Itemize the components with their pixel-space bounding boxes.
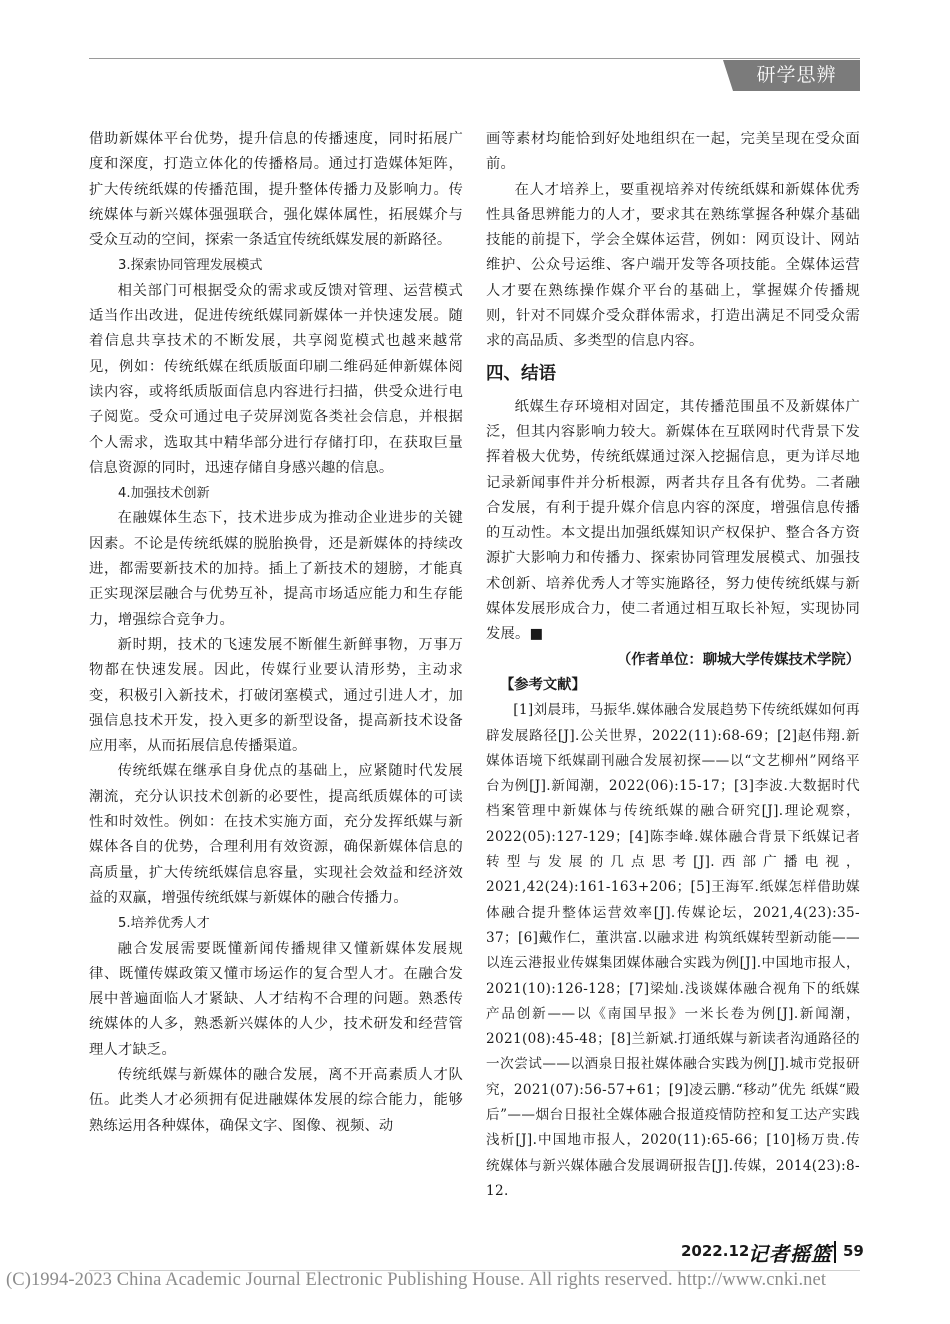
- subsection-heading: 5.培养优秀人才: [118, 916, 210, 932]
- header-rule: [89, 58, 860, 59]
- paragraph: 在融媒体生态下，技术进步成为推动企业进步的关键因素。不论是传统纸媒的脱胎换骨，还是新媒体的持续改进，都需要新技术的加持。插上了新技术的翅膀，才能真正实现深层融合与优势互补，提高市场适应能力和生存能力，增强综合竞争力。: [89, 510, 463, 628]
- end-mark: ■: [529, 626, 544, 643]
- left-column: [89, 127, 463, 1139]
- paragraph: 传统纸媒在继承自身优点的基础上，应紧随时代发展潮流，充分认识技术创新的必要性，提高纸质媒体的可读性和时效性。例如：在技术实施方面，充分发挥纸媒与新媒体各自的优势，合理利用有效资源，确保新媒体信息的高质量，扩大传统纸媒信息容量，实现社会效益和经济效益的双赢，增强传统纸媒与新媒体的融合传播力。: [89, 763, 463, 906]
- paragraph: 画等素材均能恰到好处地组织在一起，完美呈现在受众面前。: [486, 131, 860, 173]
- subsection-heading: 4.加强技术创新: [118, 486, 210, 502]
- issue-date: 2022.12: [681, 1242, 750, 1260]
- section-tab: 研学思辨: [733, 60, 860, 91]
- subsection-heading: 3.探索协同管理发展模式: [118, 258, 263, 274]
- page-number: 59: [843, 1242, 864, 1260]
- paragraph: 融合发展需要既懂新闻传播规律又懂新媒体发展规律、既懂传媒政策又懂市场运作的复合型人才。在融合发展中普遍面临人才紧缺、人才结构不合理的问题。熟悉传统媒体的人多，熟悉新兴媒体的人少，技术研发和经营管理人才缺乏。: [89, 940, 463, 1058]
- paragraph: 传统纸媒与新媒体的融合发展，离不开高素质人才队伍。此类人才必须拥有促进融媒体发展的综合能力，能够熟练运用各种媒体，确保文字、图像、视频、动: [89, 1066, 463, 1134]
- section-heading: 四、结语: [486, 363, 556, 384]
- paragraph: 借助新媒体平台优势，提升信息的传播速度，同时拓展广度和深度，打造立体化的传播格局。通过打造媒体矩阵，扩大传统纸媒的传播范围，提升整体传播力及影响力。传统媒体与新兴媒体强强联合，强化媒体属性，拓展媒介与受众互动的空间，探索一条适宜传统纸媒发展的新路径。: [89, 131, 463, 249]
- right-column: [486, 127, 860, 1204]
- references-heading: 【参考文献】: [500, 676, 586, 693]
- author-affiliation: （作者单位：聊城大学传媒技术学院）: [616, 651, 860, 668]
- paragraph: 相关部门可根据受众的需求或反馈对管理、运营模式适当作出改进，促进传统纸媒同新媒体一并快速发展。随着信息共享技术的不断发展，共享阅览模式也越来越常见，例如：传统纸媒在纸质版面印刷二维码延伸新媒体阅读内容，或将纸质版面信息内容进行扫描，供受众进行电子阅览。受众可通过电子荧屏浏览各类社会信息，并根据个人需求，选取其中精华部分进行存储打印，在获取巨量信息资源的同时，迅速存储自身感兴趣的信息。: [89, 282, 463, 476]
- conclusion-text: 纸媒生存环境相对固定，其传播范围虽不及新媒体广泛，但其内容影响力较大。新媒体在互联网时代背景下发挥着极大优势，传统纸媒通过深入挖掘信息，更为详尽地记录新闻事件并分析根源，两者共存且各有优势。二者融合发展，有利于提升媒介信息内容的深度，增强信息传播的互动性。本文提出加强纸媒知识产权保护、整合各方资源扩大影响力和传播力、探索协同管理发展模式、加强技术创新、培养优秀人才等实施路径，努力使传统纸媒与新媒体发展形成合力，使二者通过相互取长补短，实现协同发展。: [486, 398, 860, 643]
- paragraph: 在人才培养上，要重视培养对传统纸媒和新媒体优秀性具备思辨能力的人才，要求其在熟练掌握各种媒介基础技能的前提下，学会全媒体运营，例如：网页设计、网站维护、公众号运维、客户端开发等各项技能。全媒体运营人才要在熟练操作媒介平台的基础上，掌握媒介传播规则，针对不同媒介受众群体需求，打造出满足不同受众需求的高品质、多类型的信息内容。: [486, 181, 860, 350]
- footer-divider: [834, 1241, 836, 1263]
- conclusion-paragraph: [486, 395, 860, 648]
- references-list: [1]刘晨玮，马振华.媒体融合发展趋势下传统纸媒如何再辟发展路径[J].公关世界，2022(11):68-69；[2]赵伟翔.新媒体语境下纸媒副刊融合发展初探——以“文艺柳州”网络平台为例[J].新闻潮，2022(06):15-17；[3]李波.大数据时代档案管理中新媒体与传统纸媒的融合研究[J].理论观察，2022(05):127-129；[4]陈李峰.媒体融合背景下纸媒记者转型与发展的几点思考[J].西部广播电视，2021,42(24):161-163+206；[5]王海军.纸媒怎样借助媒体融合提升整体运营效率[J].传媒论坛，2021,4(23):35-37；[6]戴作仁，董洪富.以融求进 构筑纸媒转型新动能——以连云港报业传媒集团媒体融合实践为例[J].中国地市报人，2021(10):126-128；[7]梁灿.浅谈媒体融合视角下的纸媒产品创新——以《南国早报》一米长卷为例[J].新闻潮，2021(08):45-48；[8]兰新斌.打通纸媒与新读者沟通路径的一次尝试——以酒泉日报社媒体融合实践为例[J].城市党报研究，2021(07):56-57+61；[9]凌云鹏.“移动”优先 纸媒“殿后”——烟台日报社全媒体融合报道疫情防控和复工达产实践浅析[J].中国地市报人，2020(11):65-66；[10]杨万贵.传统媒体与新兴媒体融合发展调研报告[J].传媒，2014(23):8-12.: [486, 702, 860, 1199]
- magazine-logo: 记者摇篮: [748, 1242, 832, 1266]
- copyright-watermark: (C)1994-2023 China Academic Journal Electronic Publishing House. All rights reserved. http://www.cnki.net: [6, 1270, 827, 1290]
- paragraph: 新时期，技术的飞速发展不断催生新鲜事物，万事万物都在快速发展。因此，传媒行业要认清形势，主动求变，积极引入新技术，打破闭塞模式，通过引进人才，加强信息技术开发，投入更多的新型设备，提高新技术设备应用率，从而拓展信息传播渠道。: [89, 636, 463, 755]
